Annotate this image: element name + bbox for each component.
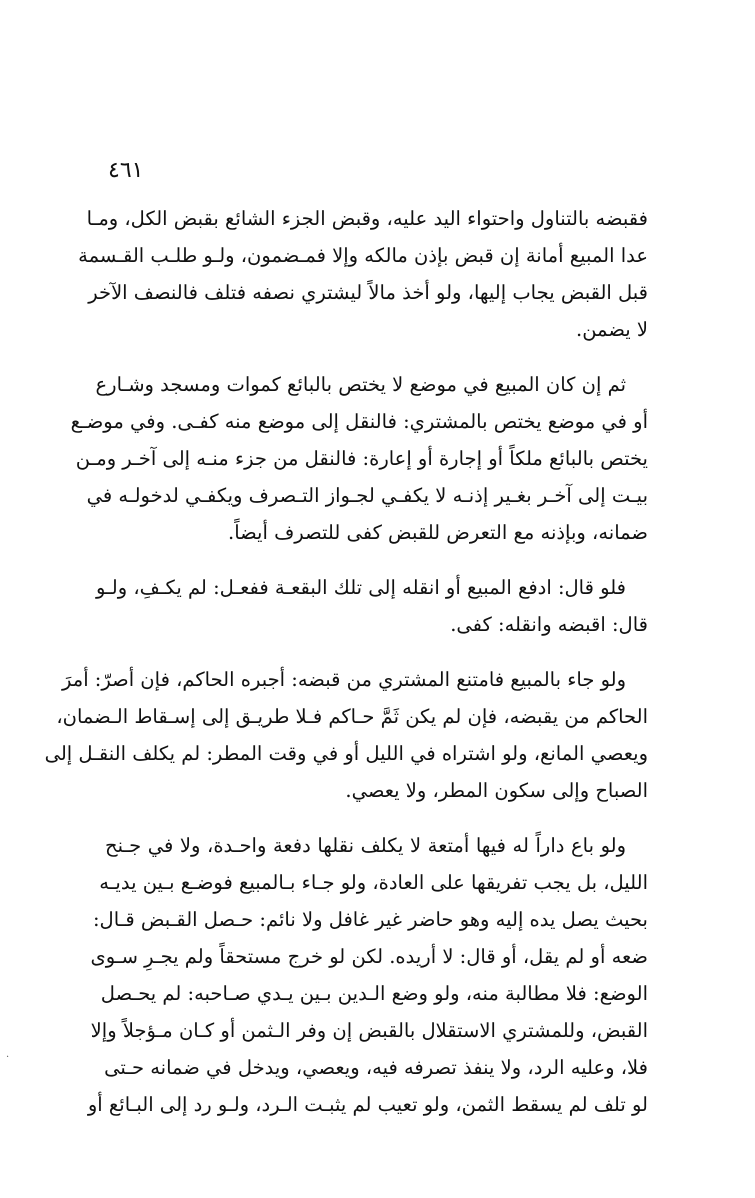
page-body	[44, 200, 648, 1141]
text-line: عدا المبيع أمانة إن قبض بإذن مالكه وإلا فمـضمون، ولـو طلـب القـسمة	[78, 244, 648, 267]
page-number: ٤٦١	[108, 158, 144, 183]
text-line: بحيث يصل يده إليه وهو حاضر غير غافل ولا نائم: حـصل القـبض قـال:	[92, 908, 648, 931]
margin-mark: ·	[6, 1052, 10, 1063]
text-line: لو تلف لم يسقط الثمن، ولو تعيب لم يثبـت الـرد، ولـو رد إلى البـائع أو	[87, 1093, 648, 1116]
text-line: بيـت إلى آخـر بغـير إذنـه لا يكفـي لجـواز التـصرف ويكفـي لدخولـه في	[86, 484, 648, 507]
text-line: القبض، وللمشتري الاستقلال بالقبض إن وفر الـثمن أو كـان مـؤجلاً وإلا	[90, 1019, 648, 1042]
paragraph-5	[87, 827, 648, 1123]
text-line: الليل، بل يجب تفريقها على العادة، ولو جـاء بـالمبيع فوضـع بـين يديـه	[99, 871, 648, 894]
text-line: الوضع: فلا مطالبة منه، ولو وضع الـدين بـين يـدي صـاحبه: لم يحـصل	[100, 982, 648, 1005]
text-line: لا يضمن.	[576, 318, 648, 341]
text-line: قبل القبض يجاب إليها، ولو أخذ مالاً ليشتري نصفه فتلف فالنصف الآخر	[88, 281, 648, 304]
text-line: فلا، وعليه الرد، ولا ينفذ تصرفه فيه، ويعصي، ويدخل في ضمانه حـتى	[104, 1056, 648, 1079]
paragraph-1	[78, 200, 648, 348]
text-line: الصباح وإلى سكون المطر، ولا يعصي.	[345, 779, 648, 802]
text-line: الحاكم من يقبضه، فإن لم يكن ثَمَّ حـاكم فـلا طريـق إلى إسـقاط الـضمان،	[56, 705, 648, 728]
paragraph-4	[44, 661, 648, 809]
text-line: فلو قال: ادفع المبيع أو انقله إلى تلك البقعـة ففعـل: لم يكـفِ، ولـو	[96, 576, 626, 599]
text-line: ولو جاء بالمبيع فامتنع المشتري من قبضه: أجبره الحاكم، فإن أصرّ: أمرَ	[61, 668, 626, 691]
paragraph-2	[70, 366, 648, 551]
text-line: يختص بالبائع ملكاً أو إجارة أو إعارة: فالنقل من جزء منـه إلى آخـر ومـن	[75, 447, 648, 470]
text-line: ضعه أو لم يقل، أو قال: لا أريده. لكن لو خرج مستحقاً ولم يجـرِ سـوى	[90, 945, 648, 968]
text-line: أو في موضع يختص بالمشتري: فالنقل إلى موضع منه كفـى. وفي موضـع	[70, 410, 648, 433]
text-line: ثم إن كان المبيع في موضع لا يختص بالبائع كموات ومسجد وشـارع	[95, 373, 626, 396]
text-line: ولو باع داراً له فيها أمتعة لا يكلف نقلها دفعة واحـدة، ولا في جـنح	[105, 834, 626, 857]
text-line: قال: اقبضه وانقله: كفى.	[450, 613, 648, 636]
paragraph-3	[96, 569, 648, 643]
text-line: ضمانه، وبإذنه مع التعرض للقبض كفى للتصرف أيضاً.	[228, 521, 648, 544]
text-line: ويعصي المانع، ولو اشتراه في الليل أو في وقت المطر: لم يكلف النقـل إلى	[44, 742, 648, 765]
text-line: فقبضه بالتناول واحتواء اليد عليه، وقبض الجزء الشائع بقبض الكل، ومـا	[86, 207, 648, 230]
